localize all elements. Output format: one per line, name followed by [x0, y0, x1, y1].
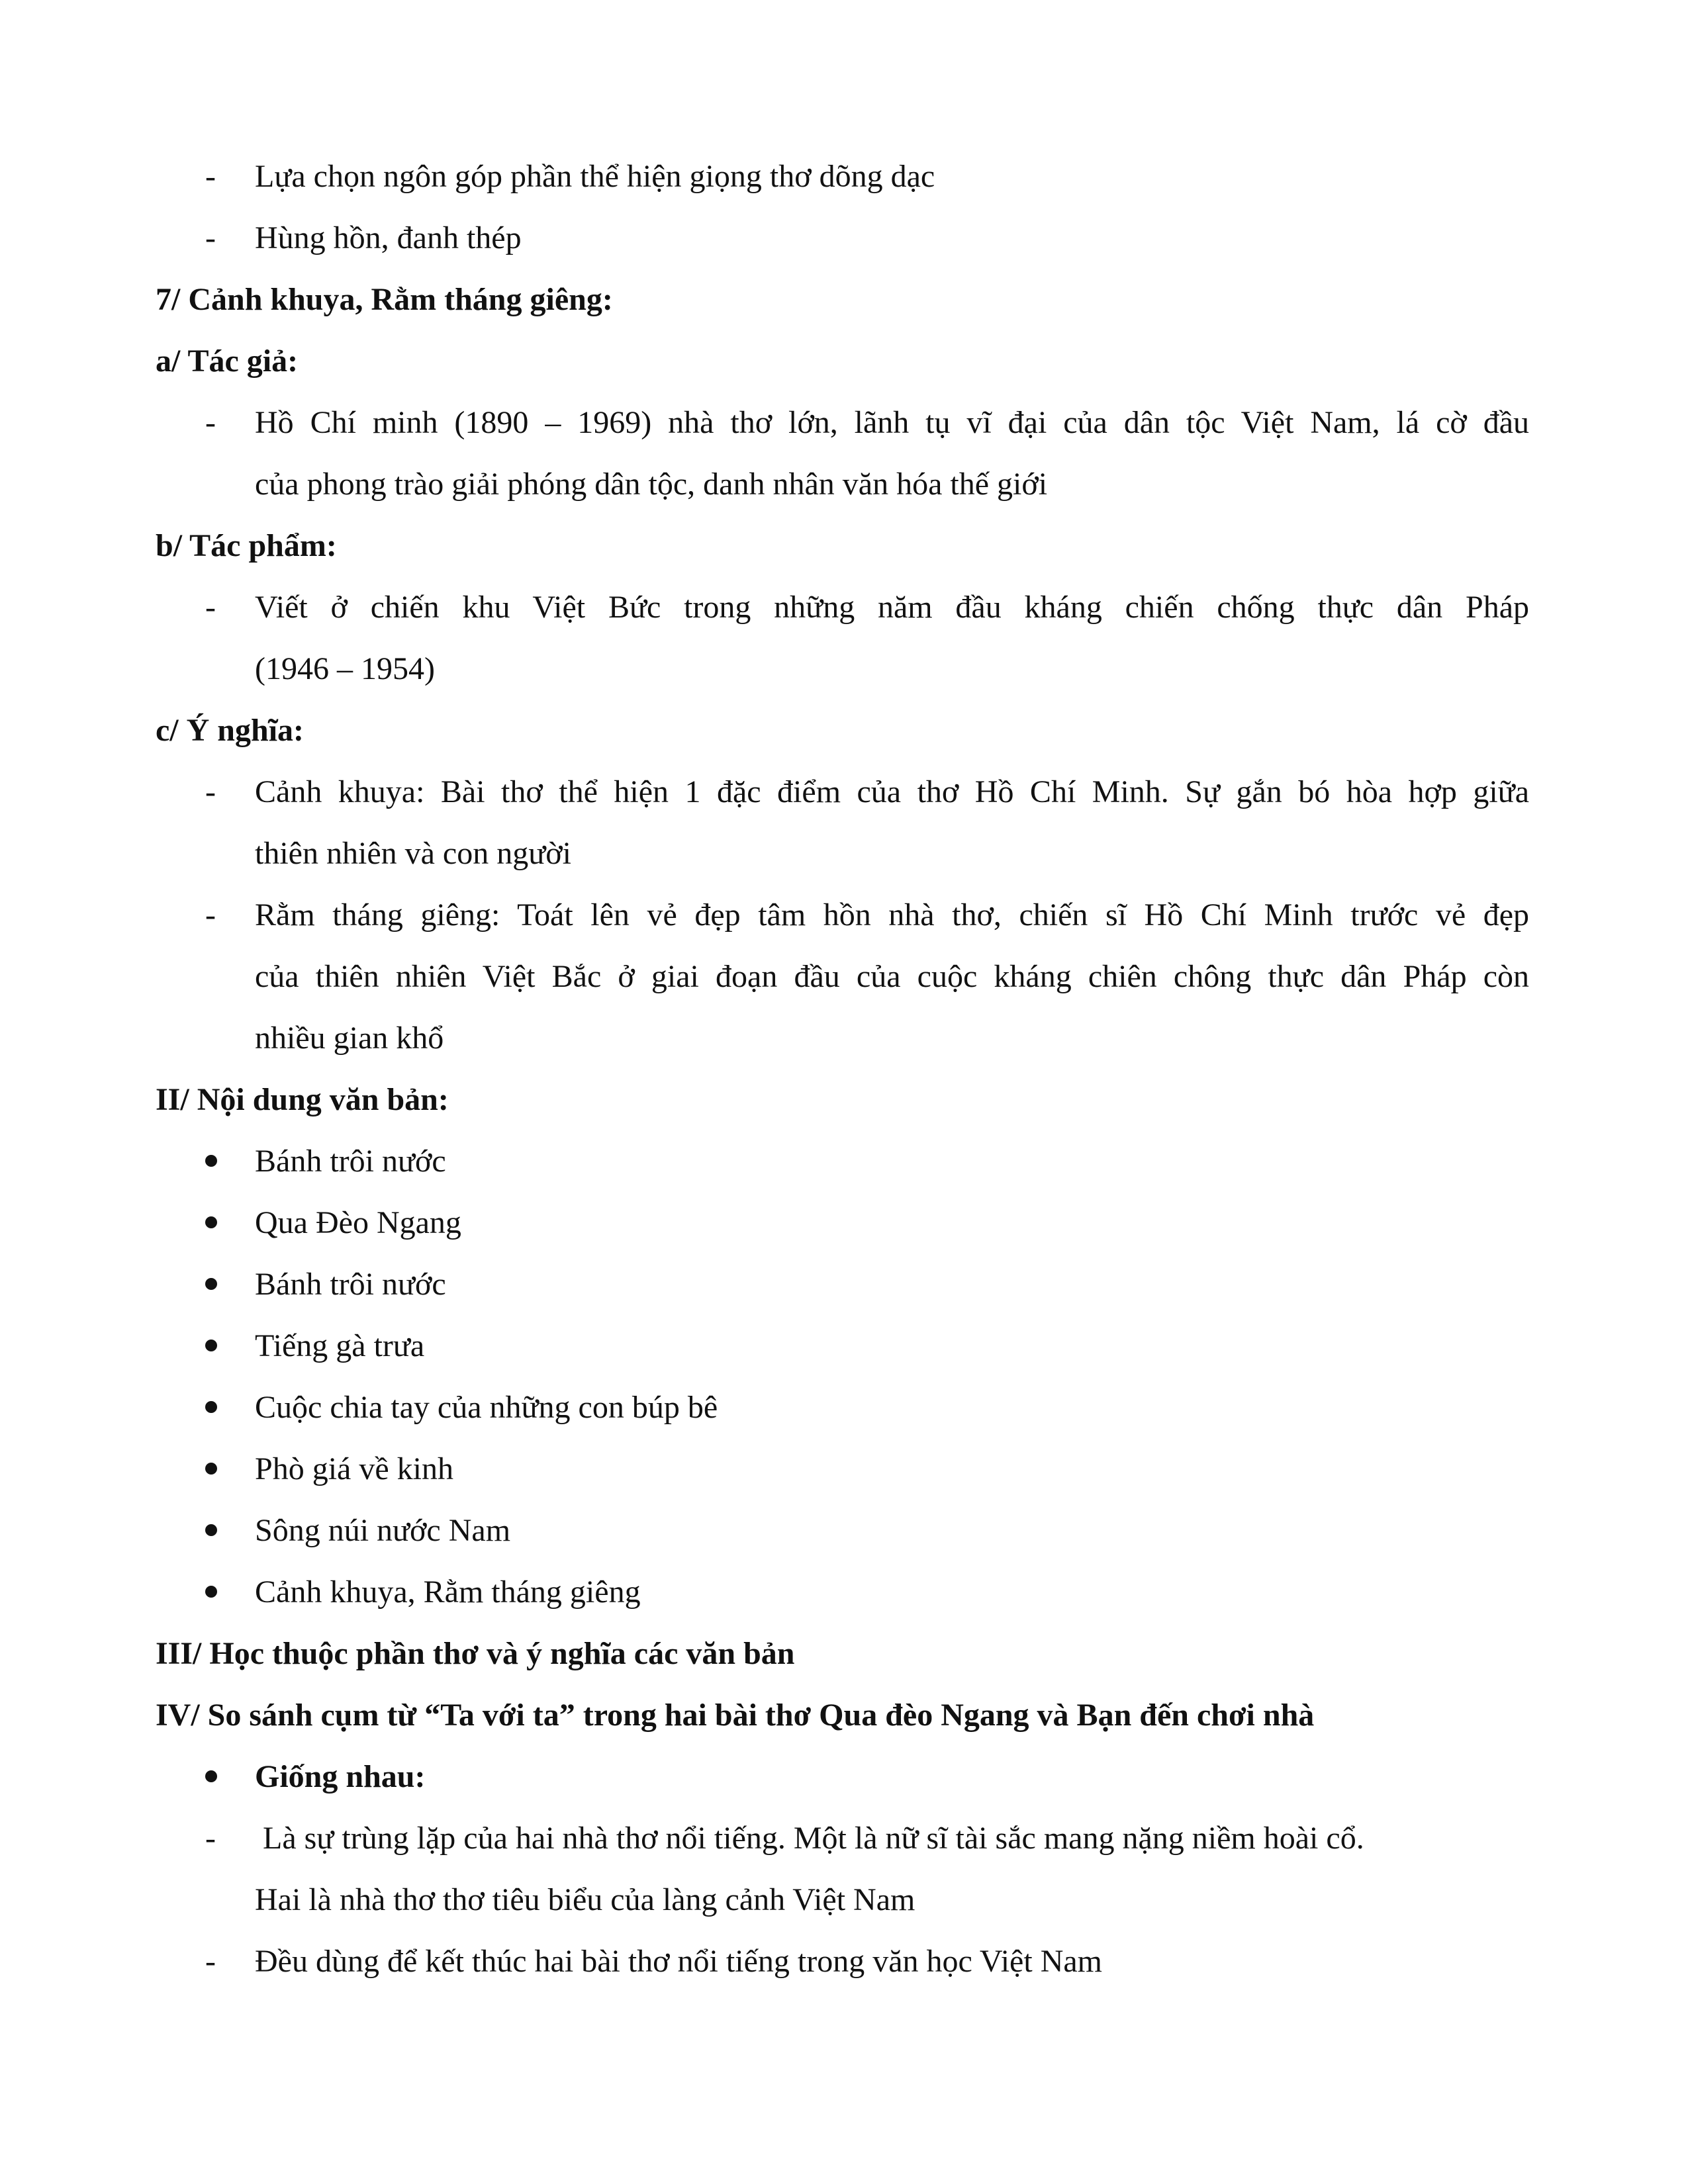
bullet-icon — [205, 1278, 217, 1290]
dash-marker: - — [205, 590, 216, 625]
section-heading-2: II/ Nội dung văn bản: — [156, 1082, 449, 1117]
list-item-text: Viết ở chiến khu Việt Bức trong những năm đầu kháng chiến chống thực dân Pháp — [255, 590, 1529, 625]
subheading-author: a/ Tác giả: — [156, 343, 299, 379]
bullet-item-text: Bánh trôi nước — [255, 1267, 446, 1302]
bullet-icon — [205, 1401, 217, 1413]
dash-marker: - — [205, 159, 216, 194]
list-item-continuation: của thiên nhiên Việt Bắc ở giai đoạn đầu của cuộc kháng chiên chông thực dân Pháp còn — [255, 959, 1529, 994]
subheading-work: b/ Tác phẩm: — [156, 528, 337, 563]
dash-marker: - — [205, 1821, 216, 1856]
dash-marker: - — [205, 405, 216, 440]
list-item-continuation: (1946 – 1954) — [255, 651, 435, 686]
bullet-item-text: Phò giá về kinh — [255, 1451, 453, 1486]
bullet-icon — [205, 1524, 217, 1536]
list-item-text: Hồ Chí minh (1890 – 1969) nhà thơ lớn, lãnh tụ vĩ đại của dân tộc Việt Nam, lá cờ đầu — [255, 405, 1529, 440]
list-item-text: Cảnh khuya: Bài thơ thể hiện 1 đặc điểm của thơ Hồ Chí Minh. Sự gắn bó hòa hợp giữa — [255, 774, 1529, 809]
bullet-item-text: Qua Đèo Ngang — [255, 1205, 461, 1240]
dash-marker: - — [205, 1944, 216, 1979]
list-item-continuation: thiên nhiên và con người — [255, 836, 571, 871]
list-item-text: Lựa chọn ngôn góp phần thể hiện giọng thơ dõng dạc — [255, 159, 935, 194]
bullet-item-text: Sông núi nước Nam — [255, 1513, 511, 1548]
bullet-item-text: Tiếng gà trưa — [255, 1328, 425, 1363]
list-item-text: Đều dùng để kết thúc hai bài thơ nổi tiếng trong văn học Việt Nam — [255, 1944, 1102, 1979]
subheading-meaning: c/ Ý nghĩa: — [156, 713, 305, 748]
list-item-text: Là sự trùng lặp của hai nhà thơ nổi tiếng. Một là nữ sĩ tài sắc mang nặng niềm hoài cổ. — [255, 1821, 1364, 1856]
bullet-item-text: Cảnh khuya, Rằm tháng giêng — [255, 1574, 641, 1610]
list-item-text: Rằm tháng giêng: Toát lên vẻ đẹp tâm hồn nhà thơ, chiến sĩ Hồ Chí Minh trước vẻ đẹp — [255, 897, 1529, 933]
bullet-item-text: Cuộc chia tay của những con búp bê — [255, 1390, 718, 1425]
bullet-icon — [205, 1216, 217, 1228]
dash-marker: - — [205, 774, 216, 809]
bullet-subheading: Giống nhau: — [255, 1759, 426, 1794]
list-item-continuation: nhiều gian khổ — [255, 1021, 444, 1056]
section-heading-3: III/ Học thuộc phần thơ và ý nghĩa các văn bản — [156, 1636, 795, 1671]
list-item-continuation: Hai là nhà thơ thơ tiêu biểu của làng cảnh Việt Nam — [255, 1882, 915, 1917]
list-item-text: Hùng hồn, đanh thép — [255, 220, 522, 255]
bullet-icon — [205, 1586, 217, 1598]
section-heading-4: IV/ So sánh cụm từ “Ta với ta” trong hai bài thơ Qua đèo Ngang và Bạn đến chơi nhà — [156, 1698, 1315, 1733]
bullet-item-text: Bánh trôi nước — [255, 1144, 446, 1179]
list-item-continuation: của phong trào giải phóng dân tộc, danh nhân văn hóa thế giới — [255, 467, 1048, 502]
section-heading-7: 7/ Cảnh khuya, Rằm tháng giêng: — [156, 282, 613, 317]
bullet-icon — [205, 1463, 217, 1475]
bullet-icon — [205, 1340, 217, 1351]
dash-marker: - — [205, 220, 216, 255]
bullet-icon — [205, 1770, 217, 1782]
bullet-icon — [205, 1155, 217, 1167]
dash-marker: - — [205, 897, 216, 933]
